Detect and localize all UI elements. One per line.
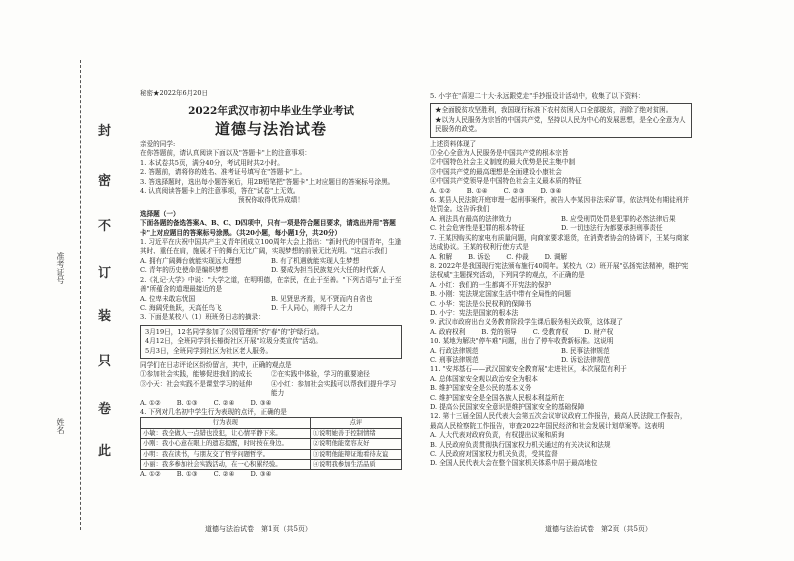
option: B. 有了机遇就能实现人生梦想 (271, 256, 360, 265)
option: A. 位卑未敢忘忧国 (140, 294, 196, 303)
point: ①全心全意为人民服务是中国共产党的根本宗旨 (430, 149, 569, 158)
table-cell: 小明：我在读书，与朋友交了哲学问题哲学。 (141, 449, 311, 459)
option: C. 人民政府对国家权力机关负责，受其监督 (430, 450, 558, 459)
options (430, 347, 692, 366)
options (430, 328, 692, 337)
options (140, 257, 402, 276)
option: A. 行政法律规范 (430, 346, 479, 355)
option: D. 调解 (544, 252, 568, 261)
diary-box (140, 325, 402, 359)
right-column (430, 92, 692, 469)
seal-char: 只 (98, 354, 112, 369)
name-label: 姓名 (56, 418, 65, 434)
option: A. 人大代表对政府负责，有权提出议案和质询 (430, 431, 565, 440)
question-stem: 2.《礼记·大学》中说："大学之道，在明明德，在亲民，在止于至善。"下列古语与"止于至善"所蕴含的道理最接近的是 (140, 275, 402, 294)
option: C. 青年的历史使命是编织梦想 (140, 266, 229, 275)
seal-char: 此 (98, 444, 112, 459)
option: D. ③④ (250, 470, 272, 479)
option: C. ②④ (213, 470, 235, 479)
table-cell: 小刚：我小心意在眼上的遗忘提醒，时时按在身边。 (141, 439, 311, 449)
notice-line: 1. 本试卷共5页，满分40分，考试用时共2小时。 (140, 158, 284, 167)
option: B. 见贤思齐焉，见不贤而内自省也 (271, 294, 373, 303)
table-cell: ②说明他能宽容友好 (310, 439, 401, 449)
option: A. 和解 (430, 252, 453, 261)
table-row (141, 428, 402, 438)
diary-line: 5月3日，全班同学到社区为社区老人服务。 (145, 346, 273, 355)
option: D. 一切违法行为都要承担刑事责任 (561, 224, 663, 233)
options (430, 215, 692, 234)
option: A. 拥有广阔舞台就能实现远大理想 (140, 256, 242, 265)
left-column (140, 140, 402, 480)
question-stem: 1. 习近平在庆祝中国共产主义青年团成立100周年大会上指出："新时代的中国青年，生逢其时、重任在肩，施展才干的舞台无比广阔，实现梦想的前景无比光明。"这启示我们 (140, 238, 402, 256)
option: C. ②③ (503, 186, 525, 195)
notice-line: 4. 认真阅读答题卡上的注意事项，答在"试卷"上无效。 (140, 187, 300, 196)
material-line: ★全面脱贫攻坚胜利，我国现行标准下农村贫困人口全部脱贫，消除了绝对贫困。 (435, 106, 673, 115)
question-stem: 12. 第十三届全国人民代表大会第五次会议审议政府工作报告，最高人民法院工作报告，最高人民检察院工作报告，审查2022年国民经济和社会发展计划草案等。这表明 (430, 412, 687, 430)
point: ④中国共产党领导是中国特色社会主义最本质的特征 (430, 177, 582, 186)
options (140, 399, 402, 408)
question-stem: 10. 某地为解决"停车难"问题，出台了停车收费新标准。这说明 (430, 337, 614, 346)
question-stem: 3. 下面是某校八（1）班班务日志的摘录： (140, 313, 265, 322)
page-footer-left: 道德与法治试卷 第1页（共5页） (205, 525, 312, 533)
options (140, 295, 402, 314)
table-cell: 小丽：我多参加社会实践活动，在一心积累经验。 (141, 460, 311, 470)
seal-char: 装 (98, 309, 112, 324)
option: A. 政府权利 (430, 327, 466, 336)
option: D. 提高公民国家安全意识是维护国家安全的基础保障 (430, 403, 585, 411)
secret-mark: 秘密★2022年6月20日 (140, 89, 208, 97)
material-line: ★以为人民服务为宗旨的中国共产党，坚持以人民为中心的发展思想，是全心全意为人民服务的政党。 (435, 115, 686, 134)
section-instruction: 下面各题的备选答案A、B、C、D四项中，只有一项是符合题目要求，请选出并用"答题卡"上对应题目的答案标号涂黑。（共20小题，每小题1分，共20分） (140, 219, 396, 237)
exam-title: 2022年武汉市初中毕业生学业考试 (188, 105, 354, 117)
binding-margin (40, 60, 81, 530)
question-stem: 9. 武汉市政府出台义务教育阶段学生课后服务相关政策，这体现了 (430, 318, 624, 327)
seal-char: 密 (98, 174, 112, 189)
option: D. 小宁：宪法是国家的根本法 (430, 308, 519, 317)
option: C. 海阔凭鱼跃，天高任鸟飞 (140, 303, 222, 312)
table-cell: ①说明她善于控制情绪 (310, 428, 401, 438)
point: ③中国共产党的最高理想是全面建设小康社会 (430, 167, 562, 176)
seal-char: 卷 (98, 402, 112, 417)
option: D. 千人同心，则得千人之力 (271, 303, 353, 312)
option: B. 维护国家安全是公民的基本义务 (430, 384, 532, 393)
notice-greeting: 亲爱的同学: (140, 140, 176, 148)
option: A. 刑法具有最高的法律效力 (430, 214, 512, 223)
table-header: 点评 (310, 418, 401, 428)
table-header: 行为表现 (141, 418, 311, 428)
option: D. ③④ (540, 186, 562, 195)
option: B. 民事法律规范 (561, 346, 610, 355)
point: ③小天：社会实践不是课堂学习的延伸 (140, 379, 253, 388)
option: D. 全国人民代表大会在整个国家机关体系中居于最高地位 (430, 459, 598, 468)
option: B. ①③ (176, 470, 198, 479)
option: B. 人民政府负责贯彻执行国家权力机关通过的有关决议和法规 (430, 440, 611, 449)
option: B. 党的领导 (481, 327, 517, 336)
table-cell: ④说明我参加生活品质 (310, 460, 401, 470)
option: C. 受教育权 (532, 327, 569, 336)
table-row (141, 449, 402, 459)
seal-char: 订 (98, 266, 112, 281)
option: A. ①② (140, 470, 161, 479)
notice-line: 在你答题前，请认真阅读下面以及"答题卡"上的注意事项： (140, 149, 311, 158)
option: A. 小红：我们的一生都离不开宪法的保护 (430, 280, 552, 289)
option: B. 诉讼 (468, 252, 491, 261)
question-stem: 5. 小宇在"喜迎二十大·永远跟党走"手抄报设计活动中，收集了以下资料： (430, 92, 645, 100)
table-row (141, 460, 402, 470)
table-cell: 小敏：我全做人一点错也没犯，让心情平静下来。 (141, 428, 311, 438)
question-stem: 11. "安邦基石——武汉国家安全教育展"走进社区，本次展览有利于 (430, 365, 627, 374)
diary-line: 3月19日，12名同学参加了公园管理所"约"春"的"护绿行动。 (145, 327, 324, 336)
notice-line: 3. 答选择题时，选出每小题答案后，用2B铅笔把"答题卡"上对应题目的答案标号涂黑。 (140, 177, 395, 186)
question-follow: 上述资料体现了 (430, 139, 477, 148)
material-box (430, 103, 692, 137)
option: B. 小刚：宪法规定国家生活中带有全局性的问题 (430, 290, 571, 299)
page-footer-right: 道德与法治试卷 第2页（共5页） (545, 525, 652, 533)
table-row (141, 439, 402, 449)
exam-number-label: 准考证号 (56, 252, 65, 284)
option: C. 社会危害性是犯罪的根本特征 (430, 224, 525, 233)
question-stem: 8. 2022年是我国现行宪法颁布施行40周年。某校九（2）班开展"弘扬宪法精神，维护宪法权威"主题探究活动，下列同学的观点，不正确的是 (430, 261, 689, 280)
option: A. 总体国家安全观以政治安全为根本 (430, 374, 538, 383)
q4-table (140, 417, 402, 470)
option: C. 仲裁 (506, 252, 529, 261)
notice-wish: 预祝你取得优异成绩！ (238, 196, 304, 205)
table-cell: ③说明他能辩证地看待友谊 (310, 449, 401, 459)
point: ①参加社会实践，能够促进我们的成长 (140, 370, 253, 379)
option: D. ③④ (250, 398, 272, 407)
option: D. 财产权 (584, 327, 614, 336)
point: ②中国特色社会主义制度的最大优势是民主集中制 (430, 158, 576, 167)
question-stem: 4. 下列对几名初中学生行为表现的点评，正确的是 (140, 407, 287, 416)
option: A. ①② (140, 398, 161, 407)
option: C. 小华：宪法是公民权利的保障书 (430, 299, 532, 308)
seal-char: 不 (98, 219, 112, 234)
subject-title: 道德与法治试卷 (214, 120, 327, 138)
option: B. ①③ (176, 398, 198, 407)
question-stem: 7. 王某因购买的家电有质量问题，向商家要求退货，在消费者协会的协调下，王某与商家达成协议。王某的权利行使方式是 (430, 233, 689, 252)
option: C. 维护国家安全是全国各族人民根本利益所在 (430, 393, 565, 402)
option: D. 诉讼法律规范 (561, 355, 610, 364)
option: B. 应受刑罚处罚是犯罪的必然法律后果 (561, 214, 676, 223)
section-title: 选择题（一） (140, 209, 180, 218)
options (430, 253, 692, 262)
notice-line: 2. 答题前，请将你的姓名、准考证号填写在"答题卡"上。 (140, 168, 307, 177)
table-header-row (141, 418, 402, 428)
diary-line: 4月12日，全班同学到长椿街社区开展"垃圾分类宣传"活动。 (145, 337, 322, 346)
points (140, 370, 402, 398)
options (430, 187, 692, 196)
option: A. ①② (430, 186, 451, 195)
option: D. 要成为担当民族复兴大任的时代新人 (271, 266, 386, 275)
options (140, 470, 402, 479)
point: ④小红：参加社会实践可以帮我们提升学习能力 (271, 379, 397, 398)
option: B. ①④ (466, 186, 488, 195)
seal-char: 封 (98, 124, 112, 139)
option: C. 刑事法律规范 (430, 355, 479, 364)
point: ②在实践中体验，学习的重要途径 (271, 370, 370, 379)
question-follow: 同学们在日志评论区纷纷留言，其中，正确的观点是 (140, 360, 292, 369)
question-stem: 6. 某县人民法院开庭审理一起刑事案件，被告人李某因非法采矿罪，依法判处有期徒刑并处罚金。这告诉我们 (430, 196, 689, 214)
option: C. ②④ (213, 398, 235, 407)
